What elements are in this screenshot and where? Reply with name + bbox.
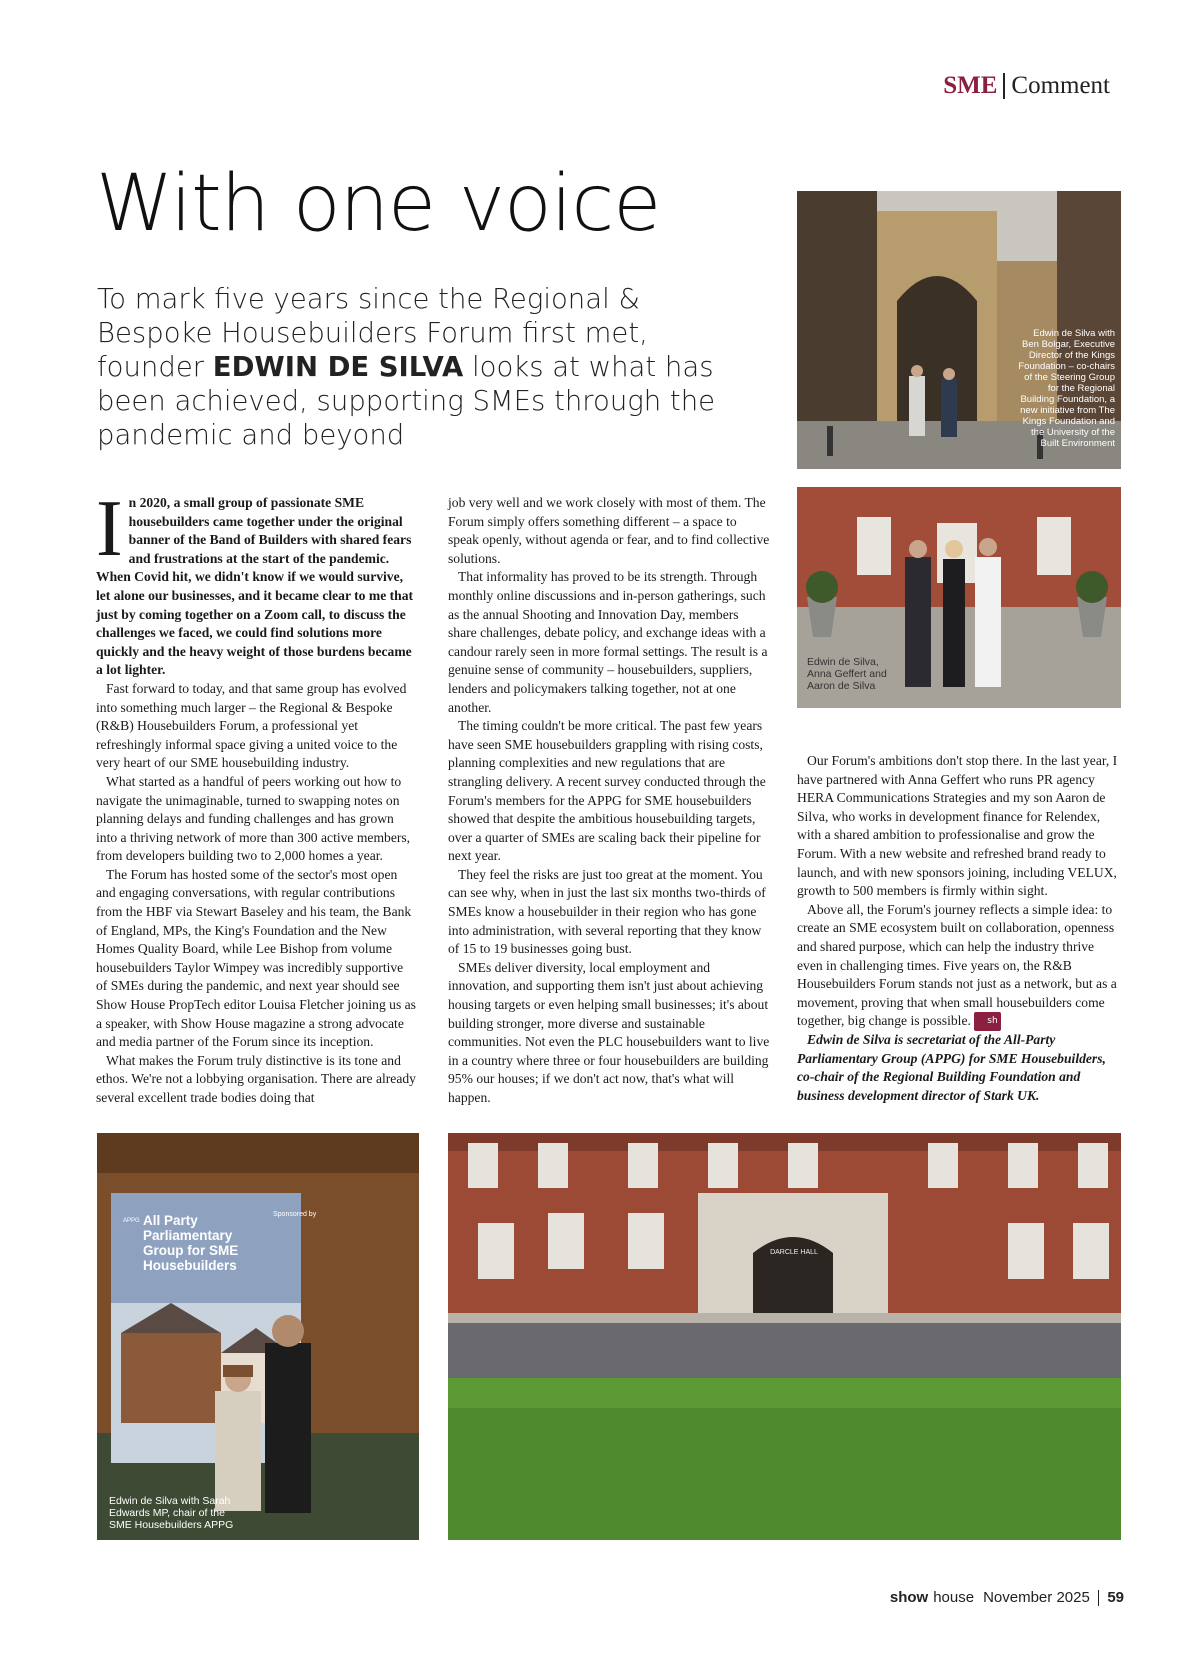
lead-text: n 2020, a small group of passionate SME housebuilders came together under the original banner of the Band of Builders with shared fears and frustrations at the start of the pandemic. When Covid hit, we didn't know if we would survive, let alone our businesses, and it became clear to me that just by coming together on a Zoom call, to discuss the challenges we faced, we could find solutions more quickly and the heavy weight of those burdens became a lot lighter. (96, 495, 414, 678)
photo-street-caption: Edwin de Silva with Ben Bolgar, Executive Director of the Kings Foundation – co-chairs of the Steering Group for the Regional Building Foundation, a new initiative from The Kings Foundation and the University of the Built Environment (1018, 328, 1115, 449)
page-number: 59 (1107, 1589, 1124, 1606)
standfirst (97, 282, 737, 452)
hall-sign: DARCLE HALL (770, 1249, 818, 1256)
appg-banner-text: All Party Parliamentary Group for SME Housebuilders (143, 1213, 239, 1273)
photo-group-image (448, 1133, 1121, 1540)
footer-divider (1098, 1590, 1100, 1606)
photo-street (797, 191, 1121, 469)
photo-trio (797, 487, 1121, 708)
issue-date: November 2025 (983, 1589, 1090, 1606)
body-paragraph: Our Forum's ambitions don't stop there. In the last year, I have partnered with Anna Geffert who runs PR agency HERA Communications Strategies and my son Aaron de Silva, who works in development finance for Relendex, with a shared ambition to professionalise and grow the Forum. With a new website and refreshed brand ready to launch, and with new sponsors joining, including VELUX, growth to 500 members is firmly within sight. (797, 753, 1118, 899)
body-paragraph-continued: job very well and we work closely with most of them. The Forum simply offers something different – a space to speak openly, without agenda or fear, and to find collective solutions. (448, 495, 770, 566)
article-column-1 (96, 485, 417, 1108)
page-footer (890, 1589, 1124, 1606)
article-column-2 (448, 494, 770, 1108)
appg-banner-small: APPG (123, 1218, 140, 1224)
section-tag (943, 72, 1110, 100)
photo-appg-image (97, 1133, 419, 1540)
body-paragraph: That informality has proved to be its strength. Through monthly online discussions and in-person gatherings, such as the annual Shooting and Innovation Day, members share challenges, debate policy, and exchange ideas with a candour rarely seen in more formal settings. The result is a genuine sense of community – housebuilders, suppliers, lenders and policymakers talking together, not at one another. (448, 569, 768, 715)
photo-trio-caption: Edwin de Silva, Anna Geffert and Aaron de Silva (807, 656, 887, 692)
brand-show: show (889, 1589, 929, 1606)
author-bio: Edwin de Silva is secretariat of the All-Party Parliamentary Group (APPG) for SME Housebuilders, co-chair of the Regional Building Foundation and business development director of Stark UK. (797, 1031, 1106, 1103)
article-column-3 (797, 752, 1122, 1105)
section-divider (1003, 73, 1005, 99)
body-paragraph: What makes the Forum truly distinctive is its tone and ethos. We're not a lobbying organisation. There are already several excellent trade bodies doing that (96, 1052, 416, 1105)
standfirst-post: looks at what has been achieved, supporting SMEs through the pandemic and beyond (97, 351, 716, 451)
end-badge: sh (974, 1012, 1000, 1031)
body-paragraph: SMEs deliver diversity, local employment and innovation, and supporting them isn't just about achieving housing targets or even helping small businesses; it's about building stronger, more diverse and sustainable communities. Not even the PLC housebuilders want to live in a country where three or four housebuilders are building 95% our houses; if we don't act now, that's what will happen. (448, 959, 770, 1105)
headline: With one voice (96, 159, 661, 249)
body-paragraph: They feel the risks are just too great at the moment. You can see why, when in just the last six months two-thirds of SMEs know a housebuilder in their region who has gone into administration, with several reporting that they know of 15 to 19 businesses going bust. (448, 866, 766, 957)
photo-appg-caption: Edwin de Silva with Sarah Edwards MP, chair of the SME Housebuilders APPG (109, 1495, 234, 1531)
body-paragraph: Fast forward to today, and that same group has evolved into something much larger – the Regional & Bespoke (R&B) Housebuilders Forum, a professional yet refreshingly informal space giving a united voice to the very heart of our SME housebuilding industry. (96, 680, 407, 771)
drop-cap: I (96, 485, 123, 573)
lead-paragraph (96, 485, 417, 680)
appg-sponsor-text: Sponsored by (273, 1211, 317, 1218)
photo-group (448, 1133, 1121, 1540)
body-paragraph: What started as a handful of peers working out how to navigate the unimaginable, turned to swapping notes on planning delays and funding challenges and has grown into a thriving network of more than 300 active members, from developers building two to 2,000 homes a year. (96, 773, 411, 864)
brand-house: house (933, 1589, 975, 1606)
photo-appg (97, 1133, 419, 1540)
body-paragraph: The timing couldn't be more critical. The past few years have seen SME housebuilders grappling with rising costs, planning complexities and new regulations that are strangling delivery. A recent survey conducted through the Forum's members for the APPG for SME housebuilders showed that despite the ambitious housebuilding targets, over a quarter of SMEs are scaling back their pipeline for next year. (448, 718, 766, 864)
body-paragraph (797, 901, 1122, 1031)
subsection-label: Comment (1011, 72, 1110, 99)
author-name: EDWIN DE SILVA (212, 351, 464, 383)
section-label: SME (943, 72, 998, 99)
body-paragraph: The Forum has hosted some of the sector's most open and engaging conversations, with regular contributions from the HBF via Stewart Baseley and his team, the Bank of England, MPs, the King's Foundation and the New Homes Quality Board, while Lee Bishop from volume housebuilders Taylor Wimpey was incredibly supportive of SMEs during the pandemic, and next year should see Show House PropTech editor Louisa Fletcher joining us as a speaker, with Show House magazine a strong advocate and media partner of the Forum since its inception. (96, 866, 416, 1050)
standfirst-pre: To mark five years since the Regional & Bespoke Housebuilders Forum first met, founder (97, 283, 648, 383)
closing-text: Above all, the Forum's journey reflects a simple idea: to create an SME ecosystem built on collaboration, openness and shared purpose, which can help the industry thrive even in challenging times. Five years on, the R&B Housebuilders Forum stands not just as a network, but as a movement, proving that when small housebuilders come together, big change is possible. (797, 901, 1117, 1029)
